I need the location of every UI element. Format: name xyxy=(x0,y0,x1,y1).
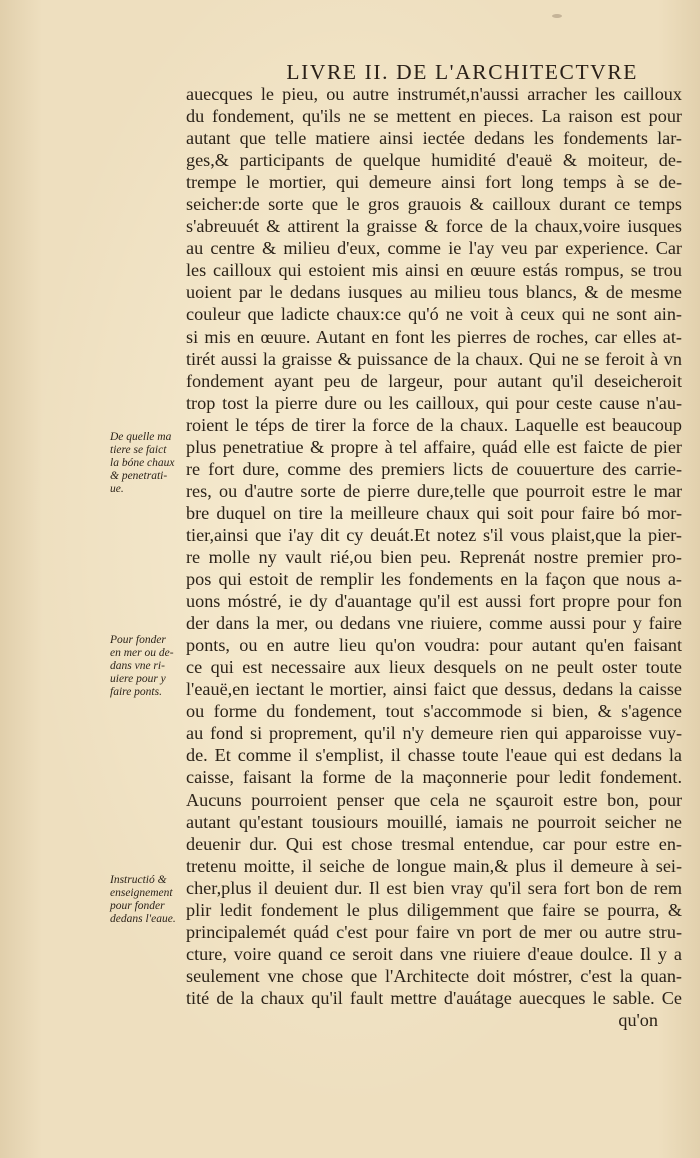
text-line: ou forme du fondement, tout s'accommode si bien, & s'agence xyxy=(186,701,682,722)
text-line: bre duquel on tire la meilleure chaux qui soit pour faire bó mor- xyxy=(186,502,682,523)
text-line: couleur que ladicte chaux:ce qu'ó ne voit à ceux qui ne sont ain- xyxy=(186,304,682,325)
margin-note-line: ue. xyxy=(110,483,124,495)
margin-note-line: Instructió & xyxy=(110,874,167,886)
text-line: s'abreuuét & attirent la graisse & force de la chaux,voire iusques xyxy=(186,216,682,237)
text-line: pos qui estoit de remplir les fondements en la façon que nous a- xyxy=(186,569,682,590)
margin-note-line: enseignement xyxy=(110,887,173,899)
text-line: ges,& participants de quelque humidité d'eauë & moiteur, de- xyxy=(186,150,682,171)
text-line: uoient par le dedans iusques au milieu tous blancs, & de mesme xyxy=(186,282,682,303)
margin-note-instruction xyxy=(110,874,186,926)
text-line: autant que telle matiere ainsi iectée dedans les fondements lar- xyxy=(186,128,682,149)
text-line: plir ledit fondement le plus diligemment que faire se pourra, & xyxy=(186,899,682,920)
text-line: cture, voire quand ce seroit dans vne riuiere d'eaue doulce. Il y a xyxy=(186,943,682,964)
text-line: autant qu'estant tousiours mouillé, iamais ne pourroit seicher ne xyxy=(186,811,682,832)
text-line: l'eauë,en iectant le mortier, ainsi faict que dessus, dedans la caisse xyxy=(186,679,682,700)
text-line: tirét aussi la graisse & puissance de la chaux. Qui ne se feroit à vn xyxy=(186,348,682,369)
text-line: deuenir dur. Qui est chose tresmal entendue, car pour estre en- xyxy=(186,833,682,854)
text-line: qu'on xyxy=(618,1009,658,1030)
margin-note-line: dans vne ri- xyxy=(110,660,165,672)
text-line: seulement vne chose que l'Architecte doit móstrer, c'est la quan- xyxy=(186,965,682,986)
margin-note-line: la bóne chaux xyxy=(110,457,175,469)
text-line: si mis en œuure. Autant en font les pierres de roches, car elles at- xyxy=(186,326,682,347)
margin-note-line: De quelle ma xyxy=(110,431,172,443)
margin-note-line: en mer ou de- xyxy=(110,647,174,659)
margin-note-chaux xyxy=(110,431,186,496)
text-line: seicher:de sorte que le gros grauois & cailloux durant ce temps xyxy=(186,194,682,215)
text-line: ce qui est necessaire aux lieux desquels on ne peult oster toute xyxy=(186,657,682,678)
text-line: trempe le mortier, qui demeure ainsi fort long temps à se de- xyxy=(186,172,682,193)
text-line: tretenu moitte, il seiche de longue main,& plus il demeure à sei- xyxy=(186,855,682,876)
text-line: les cailloux qui estoient mis ainsi en œuure estás rompus, se trou xyxy=(186,260,682,281)
running-header: LIVRE II. DE L'ARCHITECTVRE xyxy=(286,60,638,84)
text-line: trop tost la pierre dure ou les cailloux, qui pour ceste cause n'au- xyxy=(186,392,682,413)
margin-note-line: tiere se faict xyxy=(110,444,167,456)
text-line: res, ou d'autre sorte de pierre dure,telle que pourroit estre le mar xyxy=(186,480,682,501)
ink-smudge xyxy=(552,14,562,18)
text-line: re molle ny vault rié,ou bien peu. Reprenát nostre premier pro- xyxy=(186,546,682,567)
text-line: re fort dure, comme des premiers licts de couuerture des carrie- xyxy=(186,458,682,479)
text-line: tier,ainsi que i'ay dit cy deuát.Et notez s'il vous plaist,que la pier- xyxy=(186,524,682,545)
text-line: auecques le pieu, ou autre instrumét,n'aussi arracher les cailloux xyxy=(186,84,682,104)
margin-note-line: dedans l'eaue. xyxy=(110,913,176,925)
margin-note-fonder-en-mer xyxy=(110,634,186,699)
text-line: du fondement, qu'ils ne se mettent en pieces. La raison est pour xyxy=(186,106,682,127)
text-line: uons móstré, ie dy d'auantage qu'il est aussi fort propre pour fon xyxy=(186,591,682,612)
text-line: ponts, ou en autre lieu qu'on voudra: pour autant qu'en faisant xyxy=(186,635,682,656)
margin-note-line: & penetrati- xyxy=(110,470,168,482)
margin-note-line: pour fonder xyxy=(110,900,165,912)
text-line: de. Et comme il s'emplist, il chasse toute l'eaue qui est dedans la xyxy=(186,745,682,766)
text-line: au centre & milieu d'eux, comme ie l'ay veu par experience. Car xyxy=(186,238,682,259)
text-line: roient le téps de tirer la force de la chaux. Laquelle est beaucoup xyxy=(186,414,682,435)
main-text-block xyxy=(186,83,682,1031)
text-line: plus penetratiue & propre à tel affaire, quád elle est faicte de pier xyxy=(186,436,682,457)
text-line: au fond si proprement, qu'il n'y demeure rien qui apparoisse vuy- xyxy=(186,723,682,744)
text-line: cher,plus il deuient dur. Il est bien vray qu'il sera fort bon de rem xyxy=(186,877,682,898)
margin-note-line: Pour fonder xyxy=(110,634,166,646)
text-line: Aucuns pourroient penser que cela ne sçauroit estre bon, pour xyxy=(186,789,682,810)
text-line: der dans la mer, ou dedans vne riuiere, comme aussi pour y faire xyxy=(186,613,682,634)
text-line: caisse, faisant la forme de la maçonnerie pour ledit fondement. xyxy=(186,767,682,788)
text-line: tité de la chaux qu'il fault mettre d'auátage auecques le sable. Ce xyxy=(186,987,682,1008)
text-line: principalemét quád c'est pour faire vn port de mer ou autre stru- xyxy=(186,921,682,942)
margin-note-line: faire ponts. xyxy=(110,686,162,698)
margin-note-line: uiere pour y xyxy=(110,673,166,685)
text-line: fondement ayant peu de largeur, pour autant qu'il deseicheroit xyxy=(186,370,682,391)
